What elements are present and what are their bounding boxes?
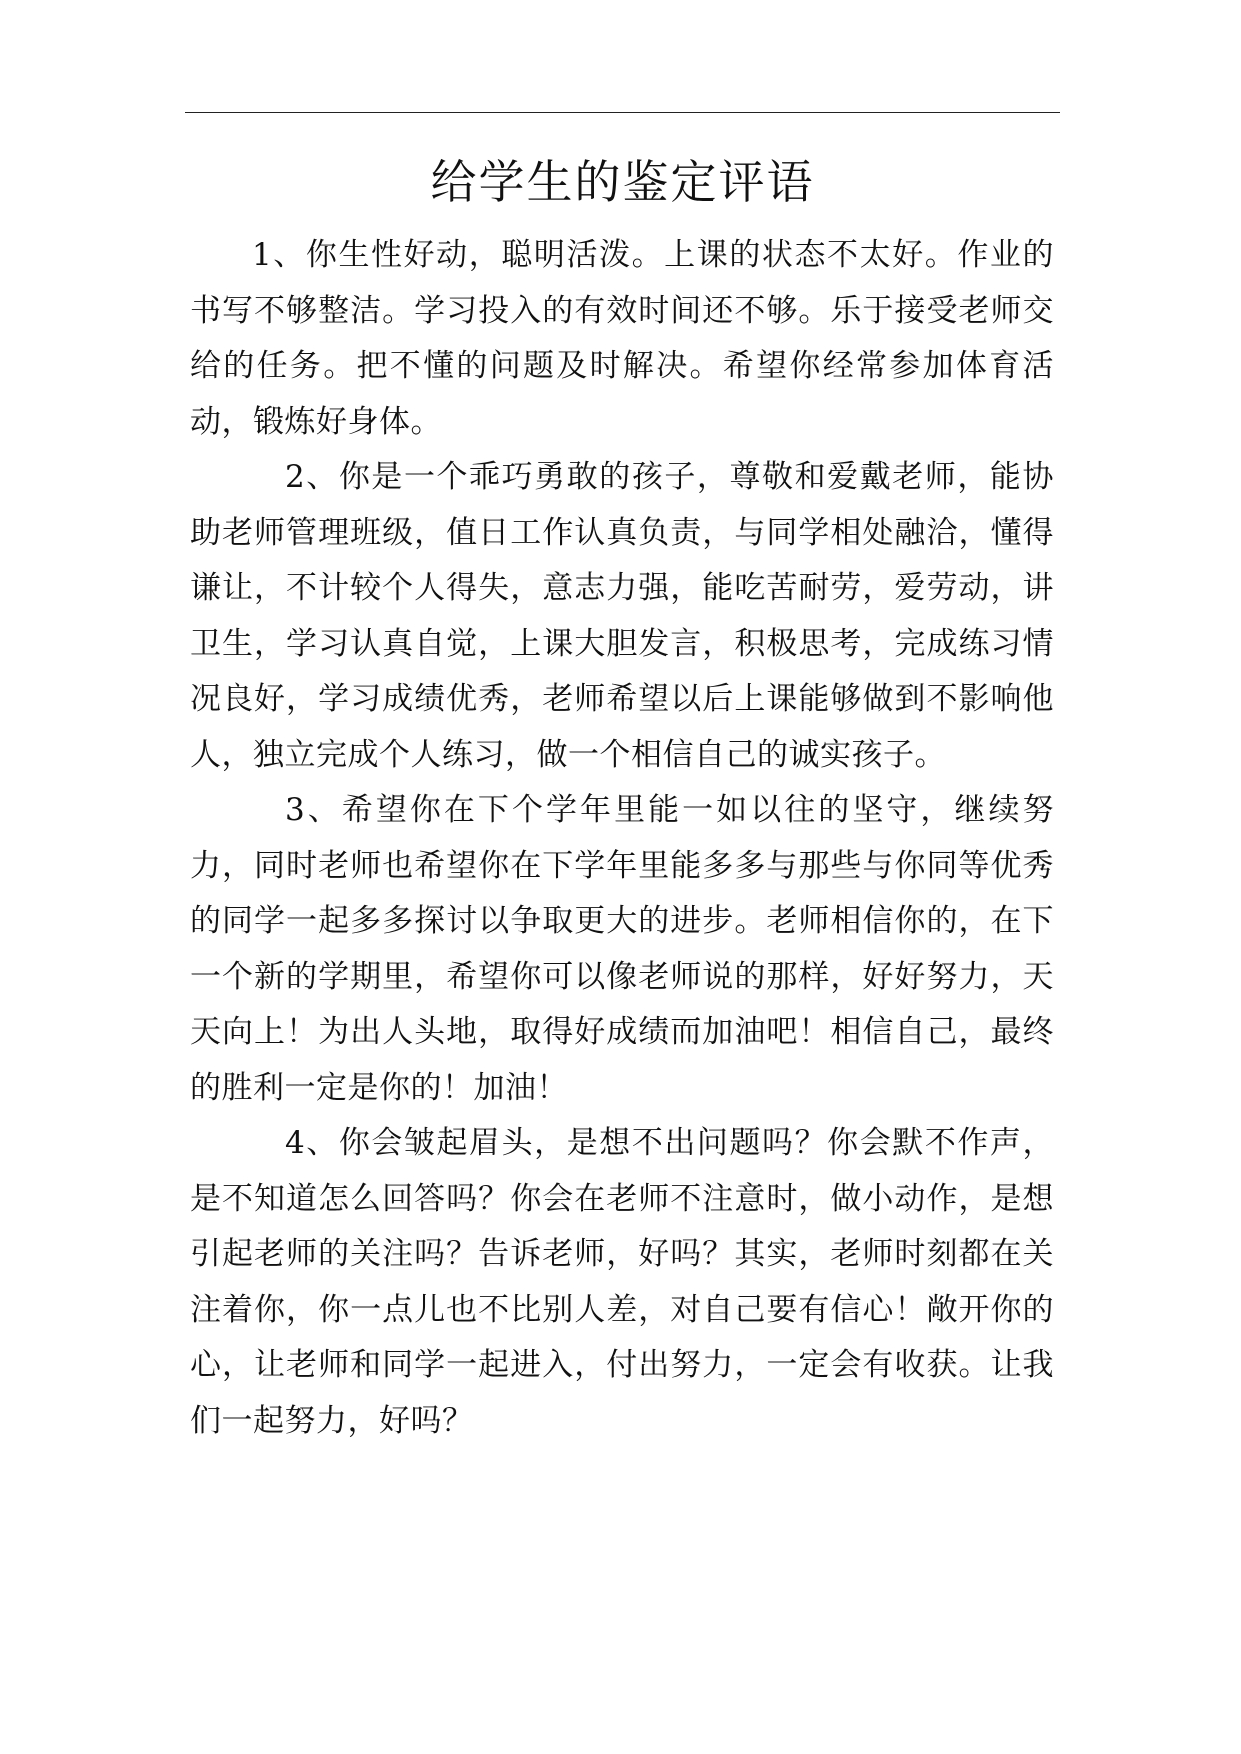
comment-paragraph-3: 3、希望你在下个学年里能一如以往的坚守，继续努力，同时老师也希望你在下学年里能多多与那些与你同等优秀的同学一起多多探讨以争取更大的进步。老师相信你的，在下一个新的学期里，希望你可以像老师说的那样，好好努力，天天向上！为出人头地，取得好成绩而加油吧！相信自己，最终的胜利一定是你的！加油！ xyxy=(190,792,1054,1106)
comment-paragraph-4: 4、你会皱起眉头，是想不出问题吗？你会默不作声，是不知道怎么回答吗？你会在老师不注意时，做小动作，是想引起老师的关注吗？告诉老师，好吗？其实，老师时刻都在关注着你，你一点儿也不比别人差，对自己要有信心！敞开你的心，让老师和同学一起进入，付出努力，一定会有收获。让我们一起努力，好吗？ xyxy=(190,1125,1054,1439)
comment-paragraph-1: 1、你生性好动，聪明活泼。上课的状态不太好。作业的书写不够整洁。学习投入的有效时间还不够。乐于接受老师交给的任务。把不懂的问题及时解决。希望你经常参加体育活动，锻炼好身体。 xyxy=(190,237,1054,440)
header-rule xyxy=(185,112,1060,113)
document-body xyxy=(190,228,1054,1449)
comment-paragraph-2: 2、你是一个乖巧勇敢的孩子，尊敬和爱戴老师，能协助老师管理班级，值日工作认真负责，与同学相处融洽，懂得谦让，不计较个人得失，意志力强，能吃苦耐劳，爱劳动，讲卫生，学习认真自觉，上课大胆发言，积极思考，完成练习情况良好，学习成绩优秀，老师希望以后上课能够做到不影响他人，独立完成个人练习，做一个相信自己的诚实孩子。 xyxy=(190,459,1054,773)
document-title: 给学生的鉴定评语 xyxy=(430,155,815,209)
